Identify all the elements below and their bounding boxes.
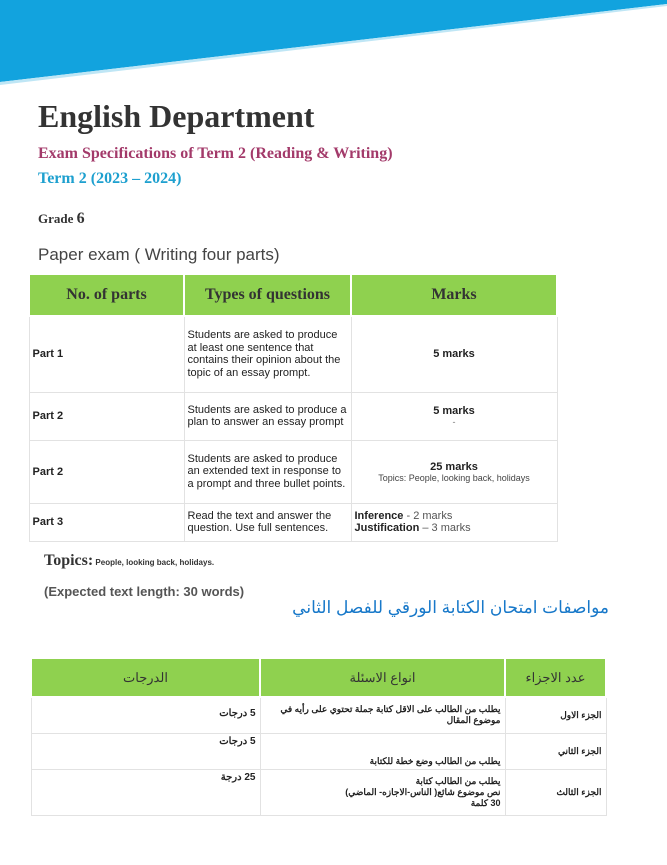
marks-cell-ar: 25 درجة [31, 769, 260, 815]
marks-cell [351, 316, 557, 392]
table-row [29, 316, 557, 392]
col-header-types-ar: انواع الاسئلة [260, 658, 505, 697]
inference-marks: Inference - 2 marks [354, 510, 453, 522]
exam-subtitle: Exam Specifications of Term 2 (Reading & Writing) [38, 145, 393, 162]
marks-note: - [452, 417, 456, 427]
marks-note: Topics: People, looking back, holidays [378, 472, 530, 483]
col-header-parts: No. of parts [29, 274, 184, 316]
table-row [29, 503, 557, 541]
marks-value: 5 marks [433, 405, 475, 417]
desc-cell: Students are asked to produce at least one sentence that contains their opinion about the topic of an essay prompt. [184, 316, 351, 392]
desc-cell: Read the text and answer the question. Use full sentences. [184, 503, 351, 541]
desc-line: 30 كلمة [470, 797, 501, 808]
table-row [31, 733, 606, 769]
grade-label [38, 210, 85, 228]
table-row [29, 392, 557, 440]
banner-shape [0, 0, 667, 82]
arabic-spec-table [30, 657, 607, 816]
english-spec-table [28, 273, 558, 542]
part-cell: Part 2 [29, 440, 184, 503]
page-title: English Department [38, 98, 315, 134]
table-row [29, 440, 557, 503]
marks-cell [351, 392, 557, 440]
part-cell-ar: الجزء الاول [505, 697, 606, 733]
part-cell-ar: الجزء الثالث [505, 769, 606, 815]
marks-value: 5 marks [433, 348, 475, 361]
part-cell-ar: الجزء الثاني [505, 733, 606, 769]
grade-text: Grade [38, 211, 74, 226]
marks-cell [351, 503, 557, 541]
top-banner [0, 0, 667, 90]
paper-exam-heading: Paper exam ( Writing four parts) [38, 245, 280, 264]
grade-number: 6 [76, 210, 85, 227]
marks-cell [351, 440, 557, 503]
arabic-title: مواصفات امتحان الكتابة الورقي للفصل الثاني [292, 598, 609, 617]
term-label: Term 2 (2023 – 2024) [38, 170, 182, 187]
desc-cell: Students are asked to produce an extended text in response to a prompt and three bullet points. [184, 440, 351, 503]
col-header-marks: Marks [351, 274, 557, 316]
justification-marks: Justification – 3 marks [354, 522, 471, 534]
table-row [31, 769, 606, 815]
desc-cell-ar [260, 769, 505, 815]
table-header-row [29, 274, 557, 316]
desc-line: يطلب من الطالب كتابة [415, 775, 501, 786]
col-header-marks-ar: الدرجات [31, 658, 260, 697]
col-header-parts-ar: عدد الاجزاء [505, 658, 606, 697]
desc-cell-ar: يطلب من الطالب على الاقل كتابة جملة تحتوي على رأيه في موضوع المقال [260, 697, 505, 733]
marks-cell-ar: 5 درجات [31, 733, 260, 769]
topics-line [44, 552, 214, 570]
topics-value: People, looking back, holidays. [93, 558, 215, 567]
table-header-row [31, 658, 606, 697]
table-row [31, 697, 606, 733]
part-cell: Part 1 [29, 316, 184, 392]
marks-cell-ar: 5 درجات [31, 697, 260, 733]
expected-length: (Expected text length: 30 words) [44, 584, 245, 599]
desc-line: نص موضوع شائع( الناس-الاجازه- الماضي) [345, 786, 501, 797]
part-cell: Part 2 [29, 392, 184, 440]
desc-cell-ar: يطلب من الطالب وضع خطة للكتابة [260, 733, 505, 769]
desc-cell: Students are asked to produce a plan to answer an essay prompt [184, 392, 351, 440]
marks-value: 25 marks [430, 460, 478, 473]
part-cell: Part 3 [29, 503, 184, 541]
topics-label: Topics: [44, 552, 94, 569]
col-header-types: Types of questions [184, 274, 351, 316]
